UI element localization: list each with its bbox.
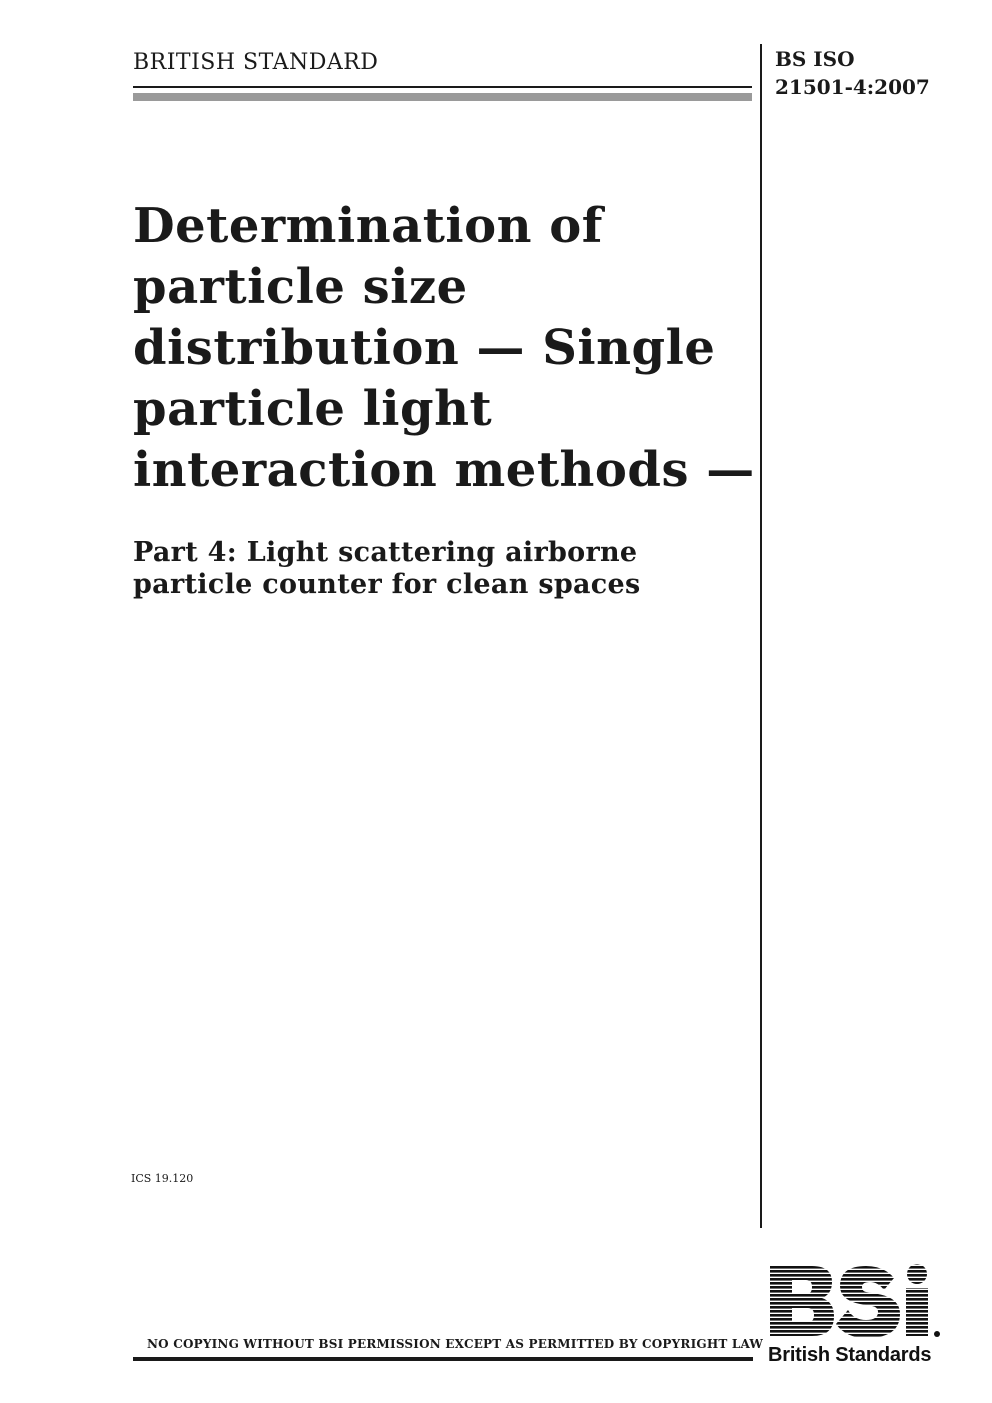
- subtitle-line: Part 4: Light scattering airborne: [133, 537, 638, 568]
- footer-rule: [133, 1357, 753, 1361]
- standard-number-code: 21501-4:2007: [775, 75, 930, 99]
- title-line: interaction methods —: [133, 442, 755, 498]
- document-series-label: BRITISH STANDARD: [133, 50, 379, 75]
- header-rule-thin: [133, 86, 752, 88]
- subtitle-line: particle counter for clean spaces: [133, 569, 641, 600]
- standard-number-prefix: BS ISO: [775, 47, 855, 71]
- ics-code: ICS 19.120: [131, 1172, 194, 1185]
- title-line: particle size: [133, 259, 468, 315]
- bsi-logo-caption: British Standards: [768, 1344, 932, 1366]
- standard-number: [775, 45, 930, 101]
- title-line: particle light: [133, 381, 493, 437]
- header-rule-thick: [133, 93, 752, 101]
- document-title: [133, 196, 753, 501]
- vertical-divider: [760, 44, 762, 1228]
- title-line: Determination of: [133, 198, 603, 254]
- document-subtitle: [133, 537, 753, 601]
- title-line: distribution — Single: [133, 320, 716, 376]
- copyright-notice: NO COPYING WITHOUT BSI PERMISSION EXCEPT AS PERMITTED BY COPYRIGHT LAW: [147, 1337, 764, 1351]
- bsi-logo-mark: [766, 1262, 942, 1342]
- bsi-logo: [766, 1262, 946, 1370]
